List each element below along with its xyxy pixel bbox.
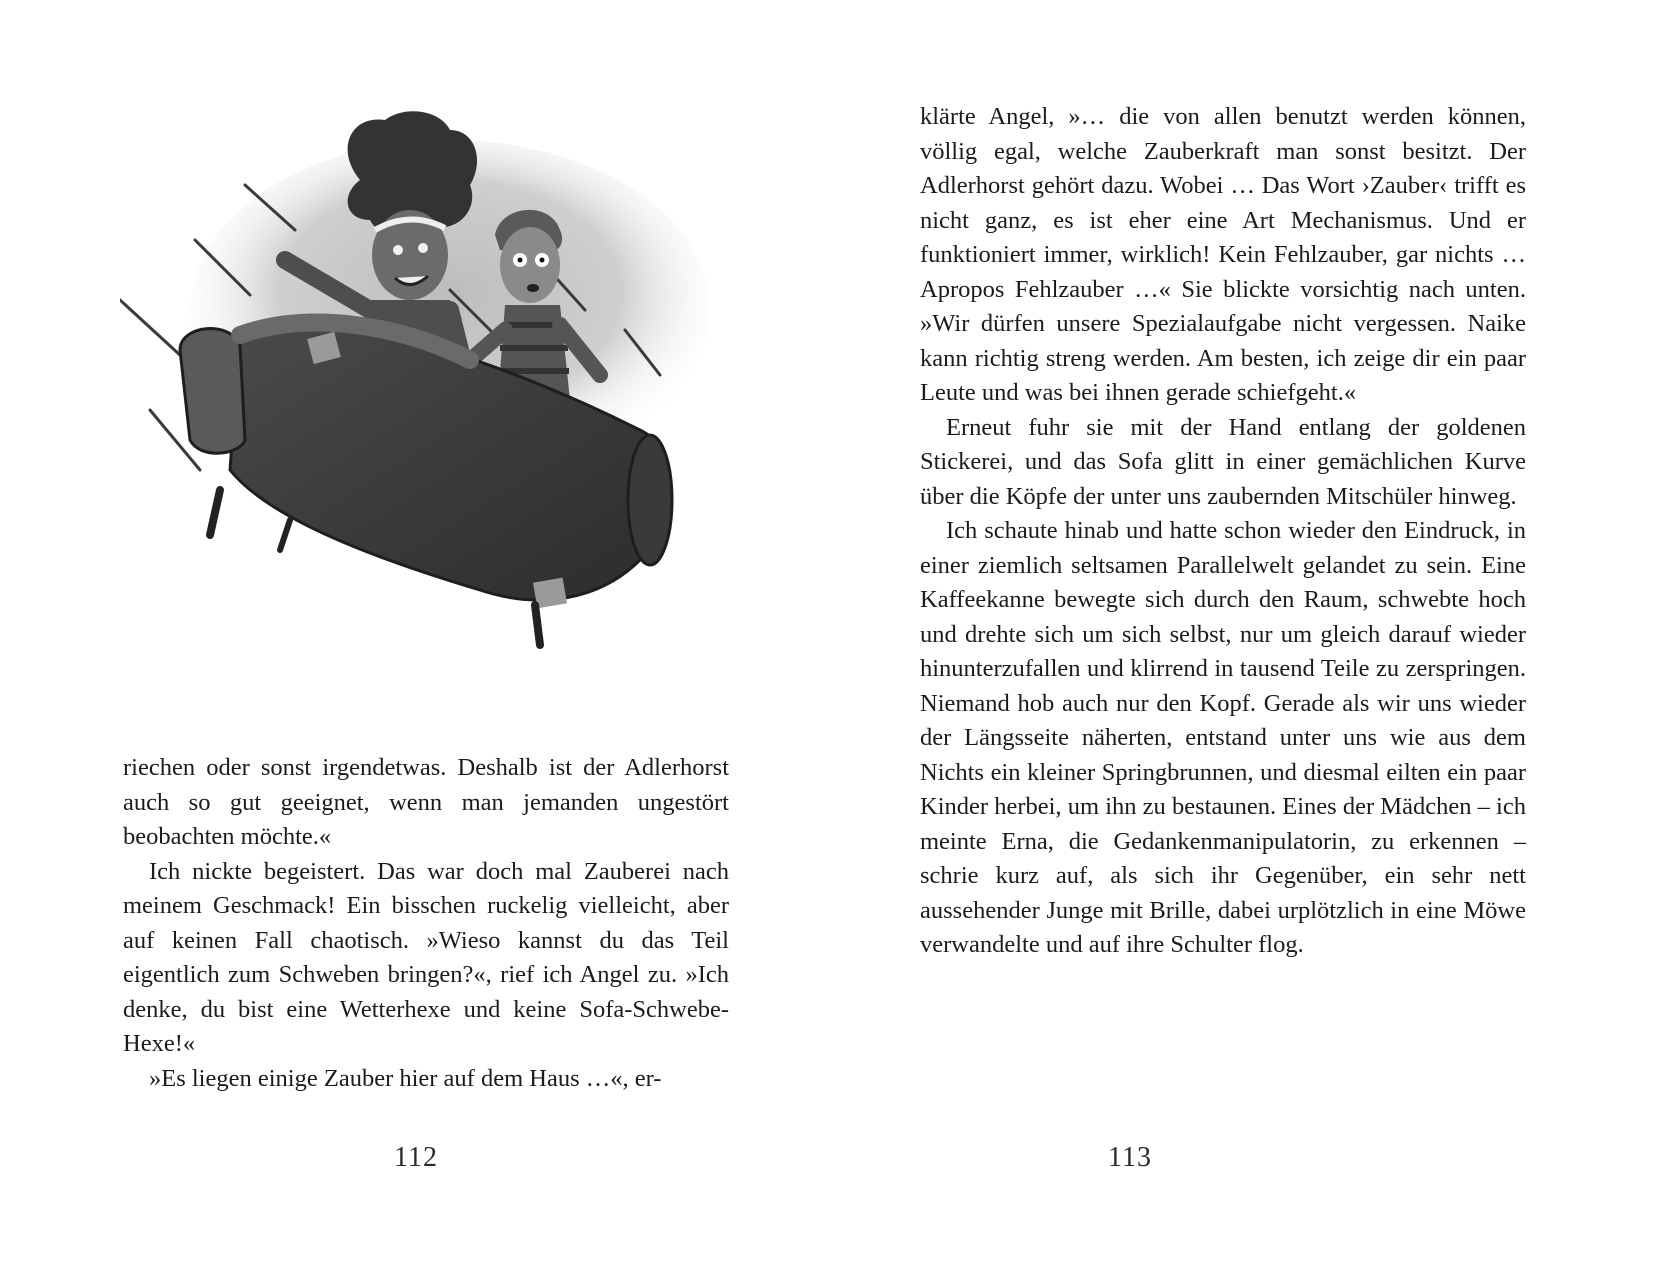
paragraph: Ich nickte begeistert. Das war doch mal Zauberei nach meinem Geschmack! Ein bisschen ruckelig vielleicht, aber auf keinen Fall chaotisch. »Wieso kannst du das Teil eigentlich zum Schweben bringen?«, rief ich Angel zu. »Ich denke, du bist eine Wetterhexe und keine Sofa-Schwebe-Hexe!«: [123, 857, 729, 1057]
paragraph: »Es liegen einige Zauber hier auf dem Haus …«, er-: [149, 1064, 662, 1092]
paragraph: klärte Angel, »… die von allen benutzt werden können, völlig egal, welche Zauberkraft man sonst besitzt. Der Adlerhorst gehört dazu. Wobei … Das Wort ›Zauber‹ trifft es nicht ganz, es ist eher eine Art Mechanismus. Und er funktioniert immer, wirklich! Kein Fehlzauber, gar nichts … Apropos Fehlzauber …« Sie blickte vorsichtig nach unten. »Wir dürfen unsere Spezialaufgabe nicht vergessen. Naike kann richtig streng werden. Am besten, ich zeige dir ein paar Leute und was bei ihnen gerade schiefgeht.«: [920, 103, 1526, 406]
flying-sofa-illustration: [120, 110, 720, 690]
left-page-text: [123, 751, 729, 1096]
paragraph: Erneut fuhr sie mit der Hand entlang der goldenen Stickerei, und das Sofa glitt in einer gemächlichen Kurve über die Köpfe der unter uns zaubernden Mitschüler hinweg.: [920, 413, 1526, 510]
page-number: 113: [1108, 1142, 1152, 1173]
paragraph: Ich schaute hinab und hatte schon wieder den Eindruck, in einer ziemlich seltsamen Parallelwelt gelandet zu sein. Eine Kaffeekanne bewegte sich durch den Raum, schwebte hoch und drehte sich um sich selbst, nur um gleich darauf wieder hinunterzufallen und klirrend in tausend Teile zu zerspringen. Niemand hob auch nur den Kopf. Gerade als wir uns wieder der Längsseite näherten, entstand unter uns wie aus dem Nichts ein kleiner Springbrunnen, und diesmal eilten ein paar Kinder herbei, um ihn zu bestaunen. Eines der Mädchen – ich meinte Erna, die Gedankenmanipulatorin, zu erkennen – schrie kurz auf, als sich ihr Gegenüber, ein sehr nett aussehender Junge mit Brille, dabei urplötzlich in eine Möwe verwandelte und auf ihre Schulter flog.: [920, 517, 1526, 958]
right-page-text: [920, 100, 1526, 963]
paragraph: riechen oder sonst irgendetwas. Deshalb ist der Adlerhorst auch so gut geeignet, wenn man jemanden ungestört beobachten möchte.«: [123, 754, 729, 850]
right-page: [827, 0, 1654, 1270]
page-number: 112: [394, 1142, 438, 1173]
